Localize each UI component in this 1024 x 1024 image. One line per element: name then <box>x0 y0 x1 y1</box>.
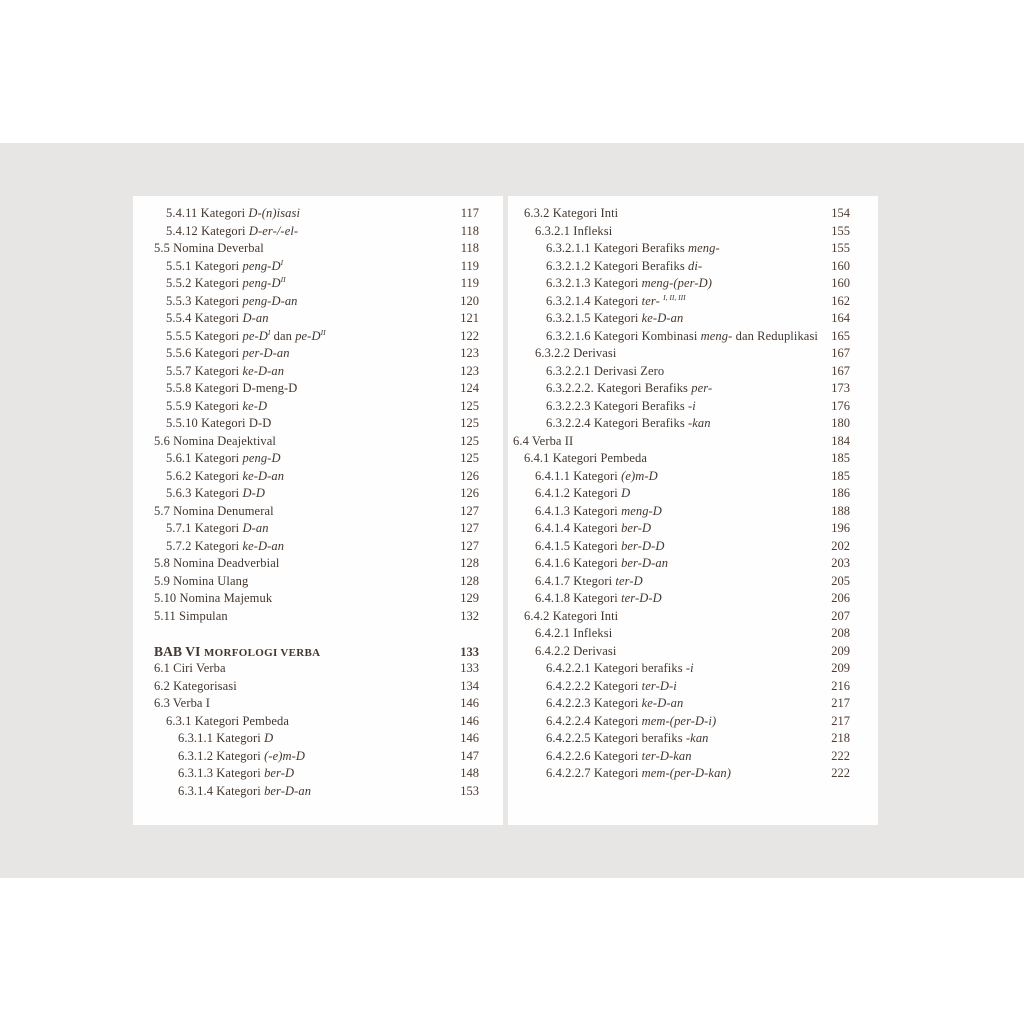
toc-row <box>508 538 878 556</box>
toc-entry-label: 5.5.6 Kategori per-D-an <box>166 346 290 360</box>
toc-page-number: 155 <box>831 223 850 238</box>
toc-entry-label: 6.3.1.2 Kategori (-e)m-D <box>178 748 306 763</box>
toc-entry-label: 5.9 Nomina Ulang <box>154 573 249 588</box>
toc-entry-label: 6.3.2.1.3 Kategori meng-(per-D) <box>546 276 713 290</box>
toc-row <box>508 765 878 783</box>
toc-row <box>508 380 878 398</box>
toc-page-number: 132 <box>460 608 479 623</box>
toc-page-number: 118 <box>460 223 479 238</box>
toc-entry-label: 6.4.1.4 Kategori ber-D <box>535 521 652 535</box>
toc-row <box>133 503 503 521</box>
toc-entry-label: BAB VI MORFOLOGI VERBA <box>154 643 321 659</box>
toc-row <box>508 398 878 416</box>
toc-entry-label: 6.4.1.6 Kategori ber-D-an <box>535 556 669 570</box>
toc-page-number: 216 <box>831 678 850 693</box>
toc-page-number: 123 <box>460 346 479 360</box>
toc-page-number: 126 <box>460 468 479 483</box>
toc-row <box>508 590 878 608</box>
toc-row <box>133 450 503 468</box>
toc-row <box>133 485 503 503</box>
toc-entry-label: 6.3.1 Kategori Pembeda <box>166 713 290 728</box>
toc-row <box>508 625 878 643</box>
toc-page-number: 146 <box>460 696 479 710</box>
toc-page-number: 148 <box>460 766 479 780</box>
toc-entry-label: 6.2 Kategorisasi <box>154 678 237 693</box>
toc-row <box>133 310 503 328</box>
toc-entry-label: 6.4.1.7 Ktegori ter-D <box>535 573 643 588</box>
toc-page-number: 121 <box>460 311 479 325</box>
toc-entry-label: 5.5.4 Kategori D-an <box>166 311 269 325</box>
toc-entry-label: 6.4.2 Kategori Inti <box>524 608 619 623</box>
toc-row <box>133 205 503 223</box>
toc-row <box>133 660 503 678</box>
toc-page-number: 207 <box>831 608 850 623</box>
toc-row <box>508 258 878 276</box>
toc-entry-label: 6.4.2.2.2 Kategori ter-D-i <box>546 678 677 693</box>
toc-page-number: 209 <box>831 661 850 675</box>
toc-page-number: 180 <box>831 416 850 430</box>
toc-row <box>133 328 503 346</box>
toc-row <box>508 660 878 678</box>
toc-page-number: 119 <box>460 276 479 290</box>
toc-row <box>133 608 503 626</box>
toc-page-number: 164 <box>831 311 850 325</box>
toc-page-number: 217 <box>831 713 850 728</box>
toc-entry-label: 6.4.2.2.5 Kategori berafiks -kan <box>546 731 709 745</box>
toc-entry-label: 6.1 Ciri Verba <box>154 661 226 675</box>
toc-page-number: 222 <box>831 748 850 763</box>
toc-row <box>133 538 503 556</box>
toc-entry-label: 5.5.1 Kategori peng-$D^I$ <box>166 257 284 273</box>
toc-page-number: 124 <box>460 381 479 395</box>
toc-right-page <box>508 196 878 825</box>
toc-entry-label: 6.3 Verba I <box>154 696 211 710</box>
toc-row <box>133 783 503 801</box>
toc-row <box>508 205 878 223</box>
toc-row <box>133 223 503 241</box>
toc-row <box>508 275 878 293</box>
toc-entry-label: 6.3.1.3 Kategori ber-D <box>178 766 295 780</box>
toc-entry-label: 5.11 Simpulan <box>154 608 228 623</box>
toc-entry-label: 5.5.10 Kategori D-D <box>166 416 272 430</box>
toc-row <box>508 678 878 696</box>
toc-page-number: 154 <box>831 206 850 220</box>
toc-entry-label: 5.5.2 Kategori peng-$D^{II}$ <box>166 275 286 290</box>
toc-row <box>133 468 503 486</box>
toc-entry-label: 6.4.2.2.6 Kategori ter-D-kan <box>546 748 692 763</box>
toc-entry-label: 6.4.1.3 Kategori meng-D <box>535 503 662 518</box>
toc-entry-label: 5.4.12 Kategori D-er-/-el- <box>166 223 299 238</box>
toc-entry-label: 5.6 Nomina Deajektival <box>154 433 276 448</box>
toc-page-number: 203 <box>831 556 850 570</box>
toc-page-number: 176 <box>831 398 850 413</box>
toc-entry-label: 6.3.2.2.2. Kategori Berafiks per- <box>546 381 713 395</box>
toc-page-number: 185 <box>831 451 850 465</box>
toc-row <box>508 363 878 381</box>
toc-page-number: 202 <box>831 538 850 553</box>
toc-page-number: 184 <box>831 433 850 448</box>
toc-row <box>133 240 503 258</box>
toc-entry-label: 6.4.1.5 Kategori ber-D-D <box>535 538 665 553</box>
toc-row <box>133 363 503 381</box>
toc-page-number: 125 <box>460 433 479 448</box>
toc-entry-label: 6.4.2.2 Derivasi <box>535 643 617 658</box>
toc-page-number: 218 <box>831 731 850 745</box>
toc-entry-label: 5.6.2 Kategori ke-D-an <box>166 468 285 483</box>
toc-page-number: 133 <box>460 644 479 659</box>
toc-page-number: 185 <box>831 468 850 483</box>
toc-entry-label: 6.4.2.1 Infleksi <box>535 626 613 640</box>
toc-page-number: 160 <box>831 276 850 290</box>
toc-page-number: 162 <box>831 293 850 308</box>
toc-row <box>508 450 878 468</box>
toc-row <box>508 608 878 626</box>
toc-row <box>133 695 503 713</box>
toc-entry-label: 5.7 Nomina Denumeral <box>154 503 274 518</box>
toc-row <box>508 730 878 748</box>
toc-page-number: 167 <box>831 363 850 378</box>
toc-entry-label: 5.5 Nomina Deverbal <box>154 241 264 255</box>
toc-page-number: 119 <box>460 258 479 273</box>
toc-entry-label: 6.4.1 Kategori Pembeda <box>524 451 648 465</box>
toc-page-number: 160 <box>831 258 850 273</box>
toc-row <box>508 573 878 591</box>
toc-page-number: 133 <box>460 661 479 675</box>
toc-row <box>133 713 503 731</box>
toc-row <box>133 415 503 433</box>
toc-row <box>508 293 878 311</box>
toc-entry-label: 5.8 Nomina Deadverbial <box>154 556 280 570</box>
toc-page-number: 127 <box>460 503 479 518</box>
toc-page-number: 209 <box>831 643 850 658</box>
toc-page-number: 146 <box>460 713 479 728</box>
toc-page-number: 125 <box>460 451 479 465</box>
toc-entry-label: 5.5.9 Kategori ke-D <box>166 398 268 413</box>
toc-entry-label: 6.4.2.2.7 Kategori mem-(per-D-kan) <box>546 766 732 780</box>
toc-row <box>508 695 878 713</box>
toc-row <box>508 713 878 731</box>
toc-row <box>133 748 503 766</box>
toc-page-number: 188 <box>831 503 850 518</box>
toc-row <box>508 503 878 521</box>
toc-page-number: 173 <box>831 381 850 395</box>
toc-entry-label: 6.3.2.1.6 Kategori Kombinasi meng- dan Reduplikasi <box>546 328 818 343</box>
toc-page-number: 123 <box>460 363 479 378</box>
toc-entry-label: 6.4.1.8 Kategori ter-D-D <box>535 591 662 605</box>
toc-entry-label: 5.5.3 Kategori peng-D-an <box>166 293 298 308</box>
toc-row <box>508 520 878 538</box>
toc-entry-label: 6.4.2.2.4 Kategori mem-(per-D-i) <box>546 713 717 728</box>
toc-page-number: 120 <box>460 293 479 308</box>
toc-page-number: 126 <box>460 486 479 500</box>
toc-page-number: 128 <box>460 556 479 570</box>
toc-page-number: 196 <box>831 521 850 535</box>
toc-page-number: 134 <box>460 678 479 693</box>
toc-entry-label: 6.4.1.2 Kategori D <box>535 486 631 500</box>
toc-entry-label: 5.4.11 Kategori D-(n)isasi <box>166 206 301 220</box>
toc-row <box>508 345 878 363</box>
toc-entry-label: 6.3.2.2.4 Kategori Berafiks -kan <box>546 416 711 430</box>
toc-page-number: 165 <box>831 328 850 343</box>
toc-page-number: 122 <box>460 328 479 343</box>
toc-row <box>508 433 878 451</box>
toc-entry-label: 6.3.1.1 Kategori D <box>178 731 274 745</box>
toc-row <box>133 643 503 661</box>
toc-entry-label: 6.3.1.4 Kategori ber-D-an <box>178 783 312 798</box>
toc-page-number: 206 <box>831 591 850 605</box>
toc-entry-label: 6.3.2.1.2 Kategori Berafiks di- <box>546 258 703 273</box>
toc-entry-label: 5.7.2 Kategori ke-D-an <box>166 538 285 553</box>
toc-row <box>133 433 503 451</box>
toc-row <box>508 485 878 503</box>
toc-entry-label: 5.5.5 Kategori $pe-D^I$ dan $pe-D^{II}$ <box>166 327 326 343</box>
toc-row <box>508 748 878 766</box>
toc-page-number: 167 <box>831 346 850 360</box>
toc-row <box>508 555 878 573</box>
toc-entry-label: 6.4.2.2.3 Kategori ke-D-an <box>546 696 684 710</box>
toc-entry-label: 5.6.3 Kategori D-D <box>166 486 266 500</box>
toc-page-number: 117 <box>460 206 479 220</box>
toc-row <box>508 415 878 433</box>
toc-page-number: 125 <box>460 398 479 413</box>
toc-row <box>133 520 503 538</box>
toc-row <box>508 240 878 258</box>
toc-entry-label: 5.10 Nomina Majemuk <box>154 591 273 605</box>
toc-entry-label: 6.4.2.2.1 Kategori berafiks -i <box>546 661 694 675</box>
toc-row <box>133 293 503 311</box>
toc-entry-label: 6.4 Verba II <box>513 433 574 448</box>
toc-left-page <box>133 196 503 825</box>
toc-entry-label: 6.3.2.2 Derivasi <box>535 346 617 360</box>
toc-page-number: 128 <box>460 573 479 588</box>
toc-entry-label: 6.3.2.1.4 Kategori ter- $^{I, II, III}$ <box>546 292 686 308</box>
toc-row <box>133 765 503 783</box>
toc-entry-label: 5.6.1 Kategori peng-D <box>166 451 281 465</box>
toc-page-number: 129 <box>460 591 479 605</box>
toc-entry-label: 6.3.2 Kategori Inti <box>524 206 619 220</box>
toc-page-number: 208 <box>831 626 850 640</box>
toc-row <box>133 345 503 363</box>
toc-page-number: 125 <box>460 416 479 430</box>
toc-row <box>133 555 503 573</box>
toc-page-number: 118 <box>460 241 479 255</box>
toc-page-number: 205 <box>831 573 850 588</box>
toc-row <box>133 590 503 608</box>
toc-page-number: 155 <box>831 241 850 255</box>
toc-entry-label: 6.3.2.1 Infleksi <box>535 223 613 238</box>
toc-row <box>508 468 878 486</box>
toc-row <box>133 678 503 696</box>
toc-entry-label: 6.3.2.1.1 Kategori Berafiks meng- <box>546 241 720 255</box>
toc-entry-label: 5.7.1 Kategori D-an <box>166 521 269 535</box>
toc-entry-label: 5.5.7 Kategori ke-D-an <box>166 363 285 378</box>
toc-page-number: 147 <box>460 748 479 763</box>
toc-page-number: 222 <box>831 766 850 780</box>
toc-entry-label: 6.3.2.2.1 Derivasi Zero <box>546 363 665 378</box>
toc-row <box>133 398 503 416</box>
toc-entry-label: 6.3.2.1.5 Kategori ke-D-an <box>546 311 684 325</box>
toc-row <box>133 573 503 591</box>
toc-page-number: 127 <box>460 521 479 535</box>
toc-row <box>133 275 503 293</box>
toc-row <box>133 258 503 276</box>
toc-row <box>508 310 878 328</box>
toc-row <box>508 643 878 661</box>
toc-entry-label: 6.3.2.2.3 Kategori Berafiks -i <box>546 398 696 413</box>
toc-row <box>133 730 503 748</box>
toc-page-number: 127 <box>460 538 479 553</box>
toc-entry-label: 6.4.1.1 Kategori (e)m-D <box>535 468 658 483</box>
toc-page-number: 186 <box>831 486 850 500</box>
toc-page-number: 146 <box>460 731 479 745</box>
toc-row <box>508 223 878 241</box>
toc-row <box>508 328 878 346</box>
toc-entry-label: 5.5.8 Kategori D-meng-D <box>166 381 298 395</box>
toc-row <box>133 380 503 398</box>
toc-page-number: 217 <box>831 696 850 710</box>
toc-page-number: 153 <box>460 783 479 798</box>
